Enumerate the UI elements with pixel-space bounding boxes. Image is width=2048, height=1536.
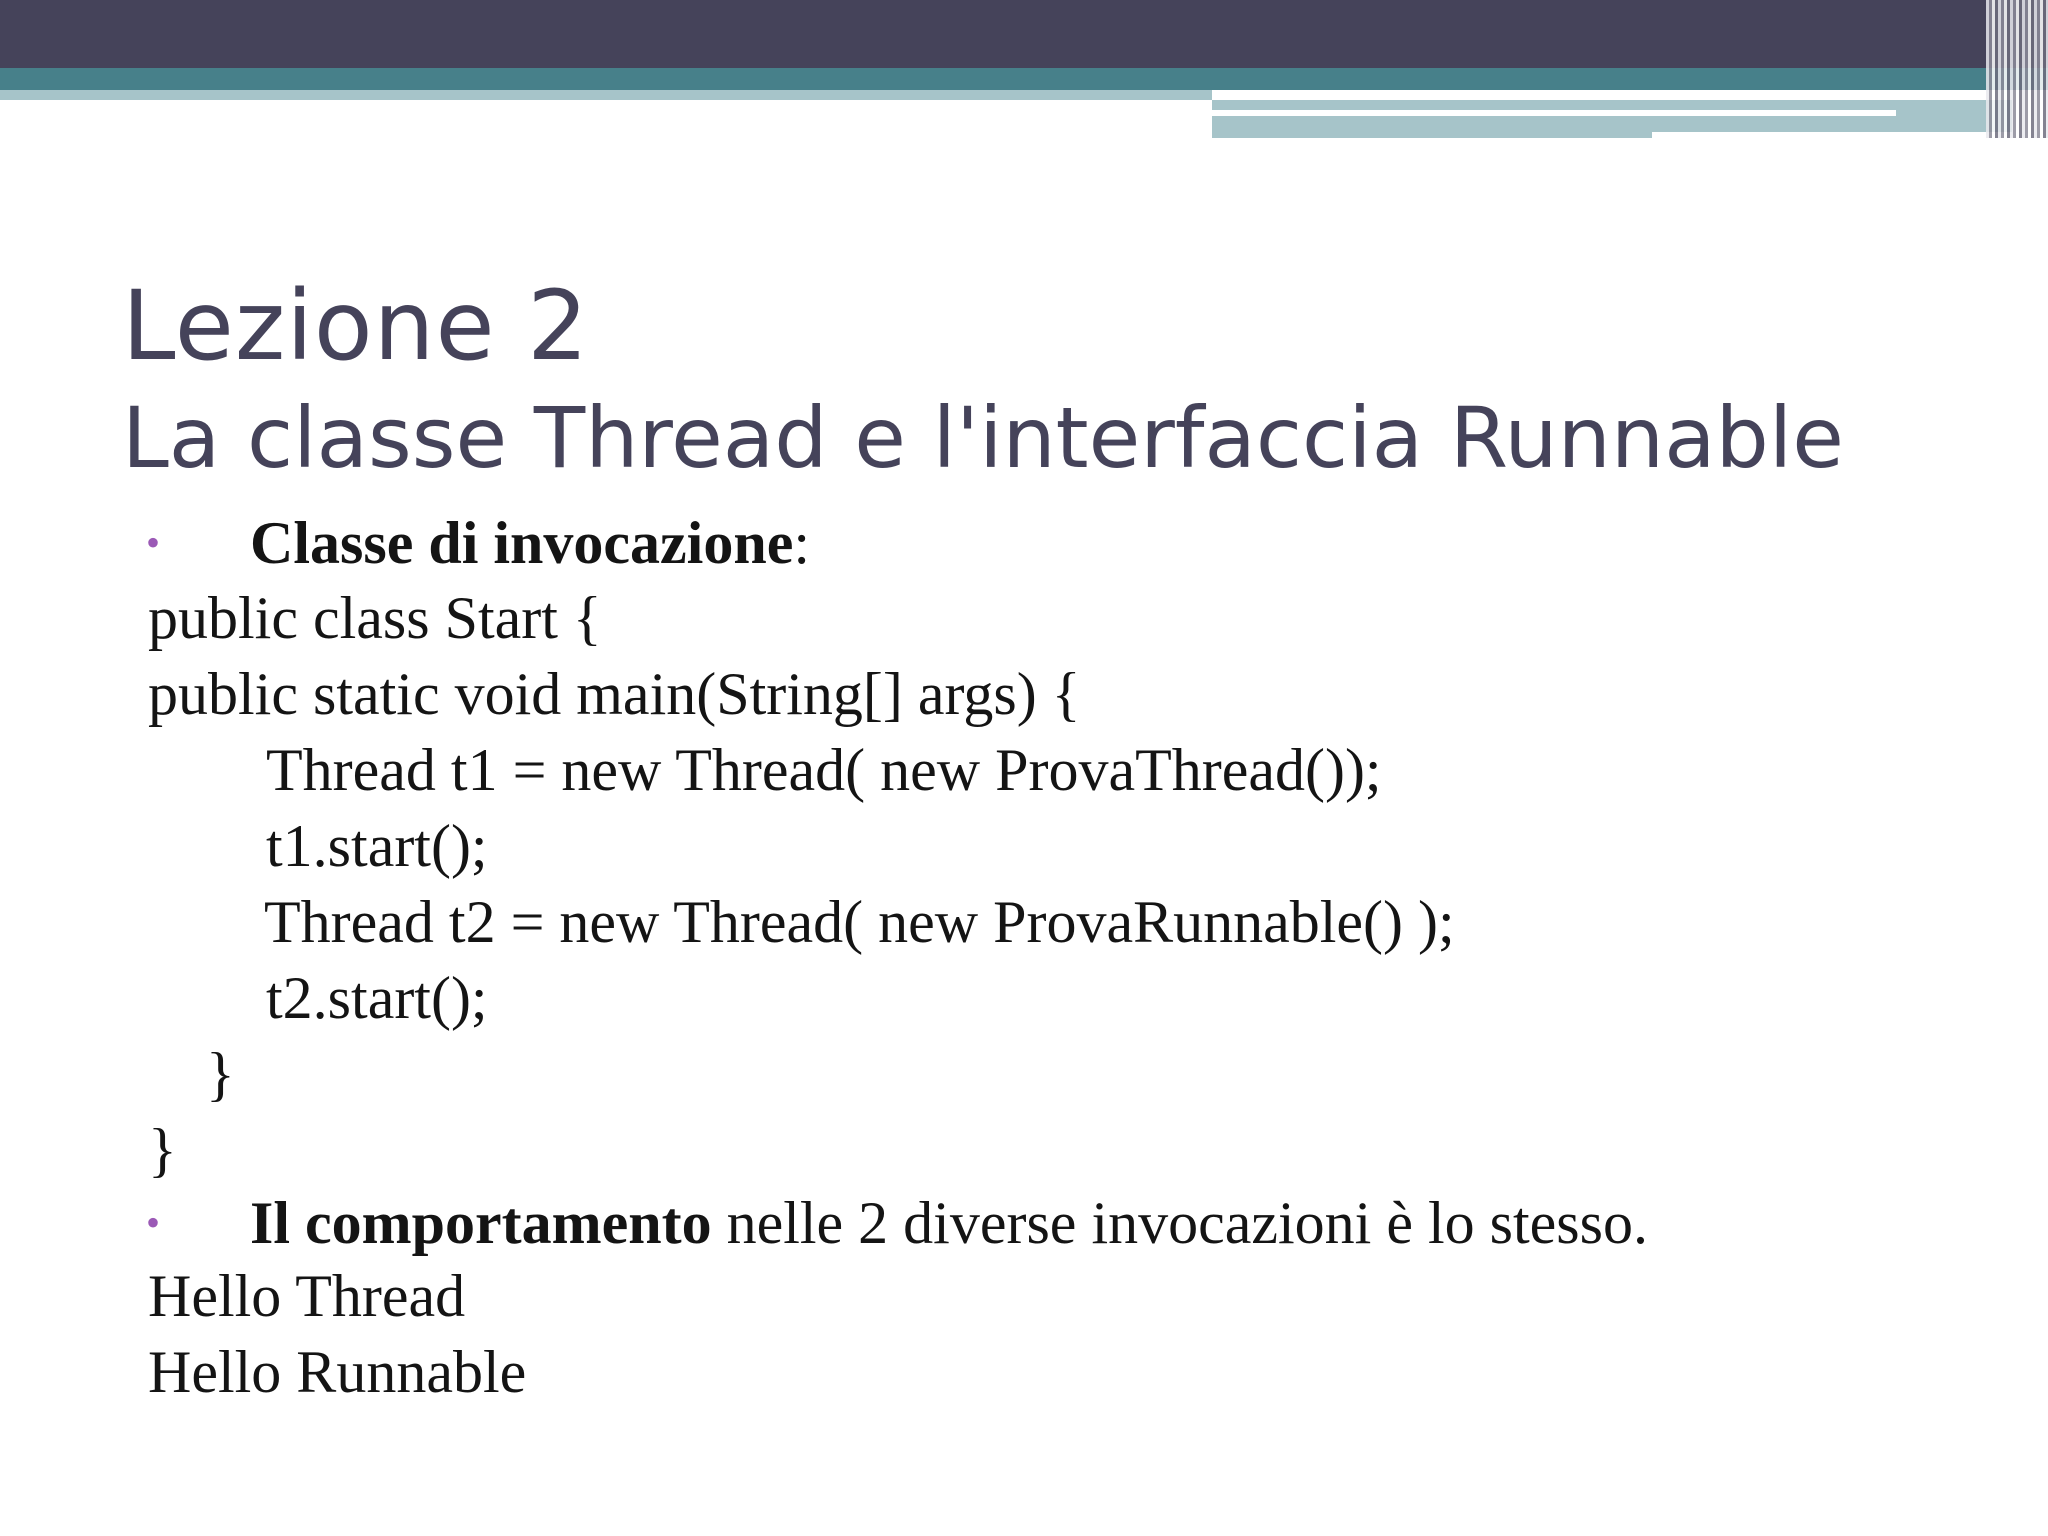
- bullet-icon: •: [146, 520, 161, 565]
- code-line: Thread t1 = new Thread( new ProvaThread());: [266, 737, 1382, 803]
- bullet-item-behavior: [250, 1185, 1648, 1261]
- bullet-bold-text: Classe di invocazione: [250, 510, 794, 576]
- code-line: t1.start();: [266, 813, 488, 879]
- code-line: public class Start {: [148, 585, 602, 651]
- slide-subtitle: La classe Thread e l'interfaccia Runnable: [122, 389, 1844, 487]
- code-line: public static void main(String[] args) {: [148, 661, 1081, 727]
- code-line: }: [206, 1041, 235, 1107]
- code-line: t2.start();: [266, 965, 488, 1031]
- code-line: Thread t2 = new Thread( new ProvaRunnable() );: [264, 889, 1455, 955]
- bullet-bold-text: Il comportamento: [250, 1190, 712, 1256]
- code-line: }: [148, 1117, 177, 1183]
- output-line: Hello Runnable: [148, 1339, 527, 1405]
- slide-title: Lezione 2: [122, 270, 590, 382]
- bullet-rest-text: :: [793, 510, 811, 576]
- bullet-icon: •: [146, 1200, 161, 1245]
- bullet-rest-text: nelle 2 diverse invocazioni è lo stesso.: [711, 1190, 1648, 1256]
- bullet-item-invocation: [250, 505, 810, 581]
- output-line: Hello Thread: [148, 1263, 466, 1329]
